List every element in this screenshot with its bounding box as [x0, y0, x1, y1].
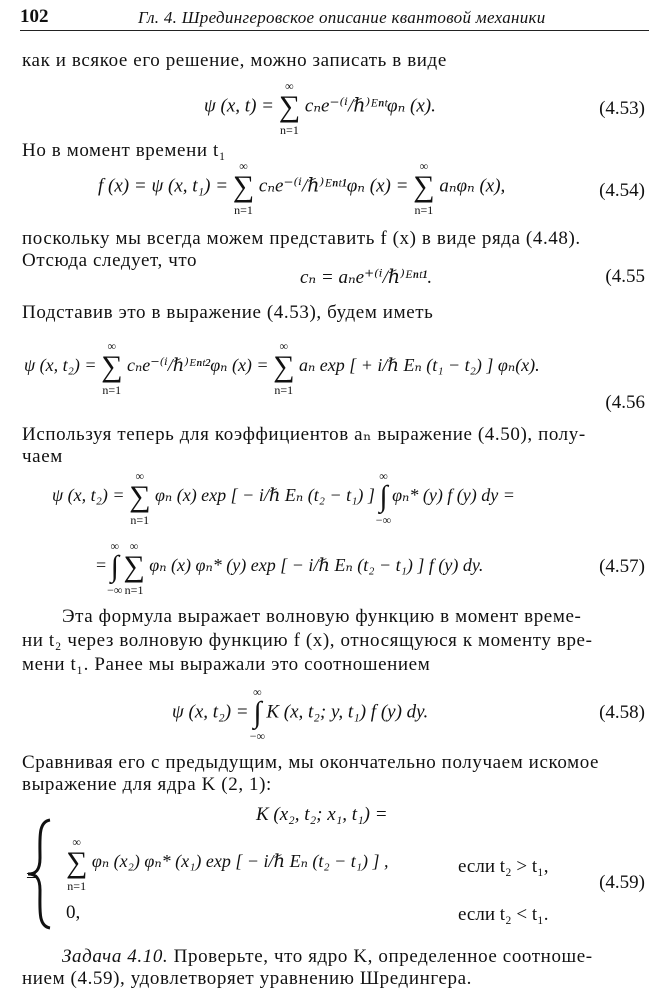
- equation-4-57-line1: [52, 469, 515, 527]
- eq-mid: φₙ (x) exp [ − i/ℏ Eₙ (t₂ − t₁) ]: [154, 485, 375, 506]
- sum-lower: n=1: [234, 203, 253, 217]
- eq-lhs: ψ (x, t) =: [204, 95, 274, 117]
- sum-upper: ∞: [72, 835, 81, 849]
- eq-lhs: ψ (x, t₂) =: [52, 485, 125, 506]
- paragraph-line: чаем: [22, 446, 63, 467]
- task-label: Задача 4.10.: [62, 946, 169, 967]
- page-number: 102: [20, 6, 49, 27]
- sum-upper: ∞: [129, 539, 139, 553]
- eq-rhs: aₙ exp [ + i/ℏ Eₙ (t₁ − t₂) ] φₙ(x).: [298, 355, 540, 376]
- sum-upper: ∞: [279, 339, 289, 353]
- eq-rhs: aₙφₙ (x),: [439, 175, 506, 197]
- paragraph-line: выражение для ядра K (2, 1):: [22, 774, 272, 795]
- task-text: Проверьте, что ядро K, определенное соотноше-: [168, 946, 593, 967]
- integral-symbol: ∫ ∞ −∞: [375, 469, 392, 527]
- sum-upper: ∞: [107, 339, 117, 353]
- case-2-expr: 0,: [66, 902, 81, 923]
- integral-upper: ∞: [110, 539, 120, 553]
- task-line: [62, 946, 649, 968]
- eq-lhs: ψ (x, t₂) =: [172, 701, 249, 723]
- equation-number: (4.55: [605, 266, 645, 287]
- equation-number: (4.59): [599, 872, 645, 893]
- equation-number: (4.57): [599, 556, 645, 577]
- eq-lhs: =: [26, 866, 37, 887]
- sum-lower: n=1: [280, 123, 299, 137]
- equation-4-58: [172, 685, 429, 743]
- sum-lower: n=1: [414, 203, 434, 217]
- equation-4-53: [204, 79, 436, 137]
- eq-lhs: f (x) = ψ (x, t₁) =: [98, 175, 229, 197]
- equation-4-56: [24, 339, 540, 397]
- sum-lower: n=1: [274, 383, 294, 397]
- running-header: [20, 6, 649, 31]
- eq-rhs: φₙ (x) φₙ* (y) exp [ − i/ℏ Eₙ (t₂ − t₁) ] f (y) dy.: [149, 555, 484, 576]
- eq-rhs: K (x, t₂; y, t₁) f (y) dy.: [266, 701, 429, 723]
- sum-lower: n=1: [67, 879, 87, 893]
- running-title: Гл. 4. Шредингеровское описание квантовой механики: [138, 8, 546, 27]
- sum-upper: ∞: [285, 79, 294, 93]
- eq-mid: cₙe⁻⁽ⁱ/ℏ⁾ᴱⁿᵗ²φₙ (x) =: [126, 355, 269, 376]
- sum-symbol: ∑ ∞ n=1: [273, 339, 295, 397]
- sum-symbol: ∑ ∞ n=1: [129, 469, 151, 527]
- case-1-condition: если t₂ > t₁,: [458, 856, 549, 877]
- eq-rhs: cₙe⁻⁽ⁱ/ℏ⁾ᴱⁿᵗφₙ (x).: [304, 95, 436, 117]
- equation-number: (4.53): [599, 98, 645, 119]
- paragraph-line: как и всякое его решение, можно записать в виде: [22, 50, 447, 71]
- sum-lower: n=1: [124, 583, 144, 597]
- case-1: [66, 835, 389, 893]
- integral-upper: ∞: [253, 685, 262, 699]
- paragraph-line: поскольку мы всегда можем представить f (x) в виде ряда (4.48).: [22, 228, 581, 249]
- equation-4-55: cₙ = aₙe⁺⁽ⁱ/ℏ⁾ᴱⁿᵗ¹.: [300, 267, 433, 288]
- case-1-expr: φₙ (x₂) φₙ* (x₁) exp [ − i/ℏ Eₙ (t₂ − t₁) ] ,: [91, 851, 389, 872]
- paragraph-line: нием (4.59), удовлетворяет уравнению Шредингера.: [22, 968, 473, 989]
- paragraph-line: Отсюда следует, что: [22, 250, 198, 271]
- case-2-condition: если t₂ < t₁.: [458, 904, 549, 925]
- eq-rhs: φₙ* (y) f (y) dy =: [392, 485, 515, 506]
- paragraph-line: мени t₁. Ранее мы выражали это соотношением: [22, 654, 431, 675]
- equation-number: (4.58): [599, 702, 645, 723]
- equation-4-54: [98, 159, 506, 217]
- integral-lower: −∞: [107, 583, 123, 597]
- sum-symbol: ∑ ∞ n=1: [232, 159, 255, 217]
- eq-lhs: ψ (x, t₂) =: [24, 355, 97, 376]
- paragraph-line: Сравнивая его с предыдущим, мы окончательно получаем искомое: [22, 752, 600, 773]
- integral-lower: −∞: [375, 513, 392, 527]
- sum-symbol: ∑ ∞ n=1: [66, 835, 88, 893]
- sum-symbol: ∑ ∞ n=1: [413, 159, 435, 217]
- sum-lower: n=1: [102, 383, 122, 397]
- sum-symbol: ∑ ∞ n=1: [278, 79, 301, 137]
- paragraph-line: Используя теперь для коэффициентов aₙ выражение (4.50), полу-: [22, 424, 586, 445]
- equation-number: (4.56: [605, 392, 645, 413]
- sum-symbol: ∑ ∞ n=1: [123, 539, 145, 597]
- paragraph-line: Эта формула выражает волновую функцию в момент време-: [62, 606, 582, 627]
- eq-lhs: =: [96, 555, 107, 576]
- equation-4-59-head: K (x₂, t₂; x₁, t₁) =: [256, 804, 388, 825]
- equation-number: (4.54): [599, 180, 645, 201]
- sum-lower: n=1: [130, 513, 150, 527]
- paragraph-line: Но в момент времени t₁: [22, 140, 227, 161]
- paragraph-line: Подставив это в выражение (4.53), будем иметь: [22, 302, 434, 323]
- paragraph-line: ни t₂ через волновую функцию f (x), относящуюся к моменту вре-: [22, 630, 593, 651]
- integral-lower: −∞: [249, 729, 266, 743]
- sum-upper: ∞: [419, 159, 429, 173]
- integral-upper: ∞: [379, 469, 388, 483]
- sum-upper: ∞: [135, 469, 145, 483]
- eq-mid: cₙe⁻⁽ⁱ/ℏ⁾ᴱⁿᵗ¹φₙ (x) =: [258, 175, 409, 197]
- equation-4-57-line2: [96, 539, 484, 597]
- integral-symbol: ∫ ∞ −∞: [249, 685, 266, 743]
- integral-symbol: ∫ ∞ −∞: [107, 539, 123, 597]
- sum-symbol: ∑ ∞ n=1: [101, 339, 123, 397]
- sum-upper: ∞: [239, 159, 248, 173]
- left-brace: [24, 818, 54, 930]
